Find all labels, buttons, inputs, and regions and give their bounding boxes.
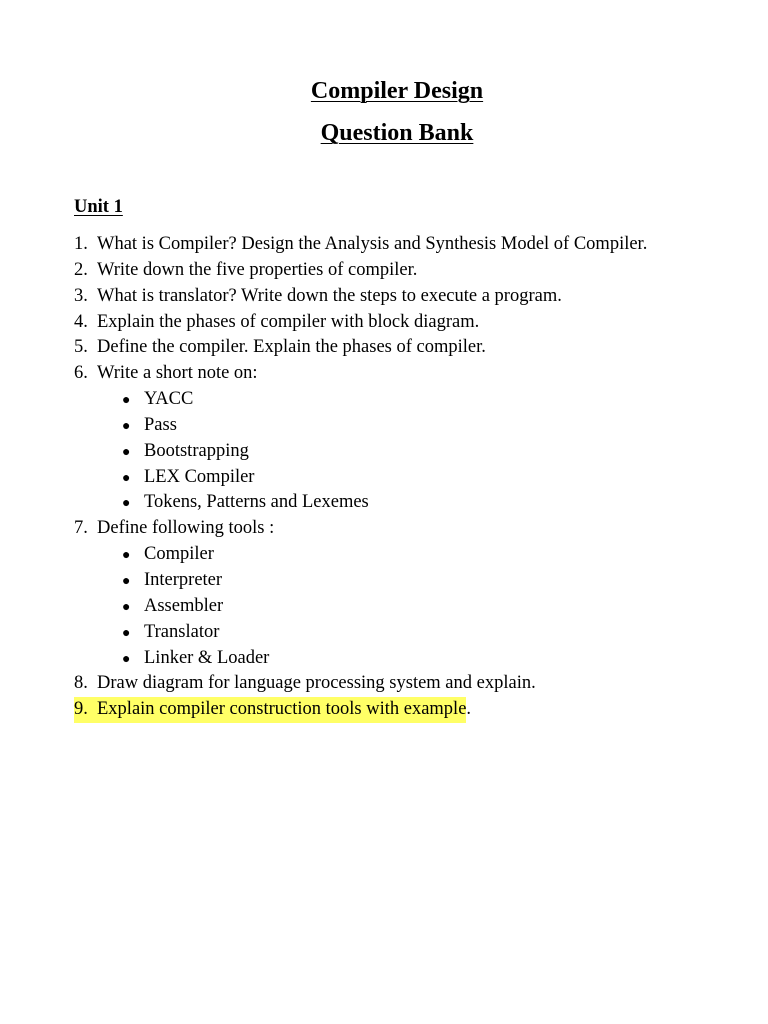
bullet-icon: ● — [122, 418, 131, 434]
sub-item-text: Tokens, Patterns and Lexemes — [144, 492, 369, 513]
question-number: 7. — [74, 518, 88, 539]
question-number: 1. — [74, 234, 88, 254]
question-item — [74, 310, 647, 336]
bullet-icon: ● — [122, 444, 131, 460]
sub-item-text: Bootstrapping — [144, 440, 249, 461]
question-text: Write down the five properties of compiler. — [97, 259, 418, 280]
question-number: 9. — [74, 699, 88, 720]
sub-item-text: Linker & Loader — [144, 647, 270, 668]
question-item — [74, 671, 647, 697]
sub-item — [74, 594, 647, 620]
bullet-icon: ● — [122, 651, 131, 667]
question-number: 3. — [74, 285, 88, 306]
sub-item — [74, 490, 647, 516]
sub-item-text: Translator — [144, 621, 220, 642]
sub-item — [74, 465, 647, 491]
question-number: 2. — [74, 259, 88, 280]
sub-item — [74, 439, 647, 465]
question-text: What is translator? Write down the steps to execute a program. — [97, 285, 562, 306]
question-item — [74, 258, 647, 284]
question-text: Draw diagram for language processing system and explain. — [97, 673, 536, 694]
bullet-icon: ● — [122, 573, 131, 589]
question-number: 5. — [74, 337, 88, 358]
bullet-icon: ● — [122, 548, 131, 564]
question-item — [74, 335, 647, 361]
unit-heading: Unit 1 — [74, 197, 123, 217]
bullet-icon: ● — [122, 599, 131, 615]
question-text: What is Compiler? Design the Analysis and Synthesis Model of Compiler. — [97, 234, 648, 254]
highlight-mark — [74, 697, 466, 723]
bullet-icon: ● — [122, 496, 131, 512]
question-text: Write a short note on: — [97, 363, 258, 384]
sub-item-text: Compiler — [144, 544, 214, 565]
sub-item — [74, 568, 647, 594]
document-title: Compiler Design — [310, 78, 484, 104]
question-number: 8. — [74, 673, 88, 694]
question-text: Explain compiler construction tools with example — [97, 699, 467, 720]
sub-item-text: LEX Compiler — [144, 466, 255, 487]
sub-item — [74, 413, 647, 439]
question-text: Define the compiler. Explain the phases of compiler. — [97, 337, 486, 358]
question-item — [74, 232, 647, 258]
sub-item — [74, 620, 647, 646]
sub-item-text: Assembler — [144, 595, 224, 616]
question-item — [74, 516, 647, 542]
sub-item-text: YACC — [144, 389, 194, 410]
bullet-icon: ● — [122, 393, 131, 409]
question-text: Define following tools : — [97, 518, 275, 539]
question-number: 4. — [74, 311, 88, 332]
question-item — [74, 284, 647, 310]
document-subtitle: Question Bank — [320, 120, 474, 146]
question-item-highlighted — [74, 697, 647, 723]
sub-item-text: Pass — [144, 414, 177, 435]
question-list — [74, 232, 647, 723]
bullet-icon: ● — [122, 625, 131, 641]
question-text: Explain the phases of compiler with block diagram. — [97, 311, 480, 332]
question-number: 6. — [74, 363, 88, 384]
bullet-icon: ● — [122, 470, 131, 486]
sub-item — [74, 542, 647, 568]
sub-item — [74, 646, 647, 672]
question-item — [74, 361, 647, 387]
sub-item-text: Interpreter — [144, 569, 223, 590]
question-suffix: . — [466, 699, 472, 720]
sub-item — [74, 387, 647, 413]
